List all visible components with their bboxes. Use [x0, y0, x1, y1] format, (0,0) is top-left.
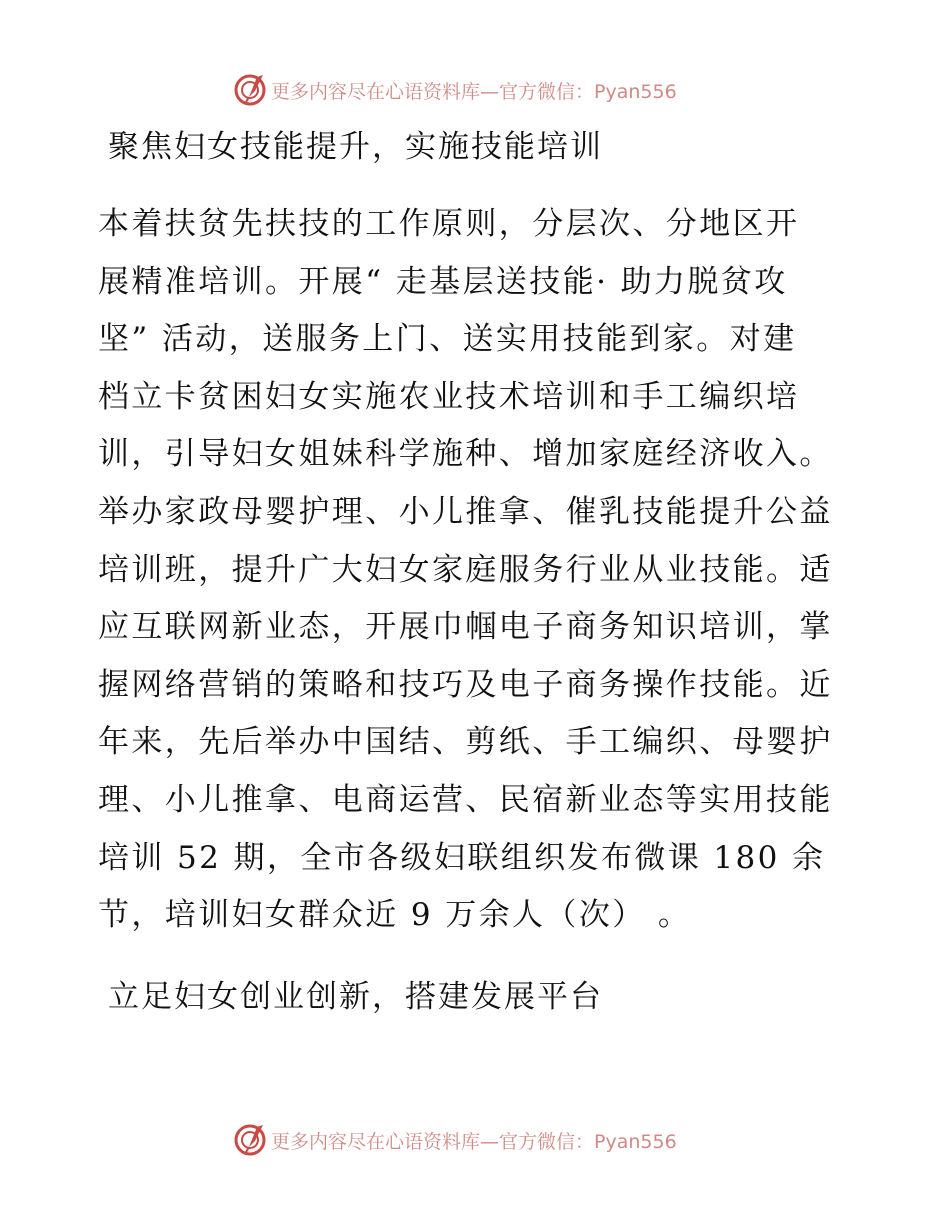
- section-heading-skills: 聚焦妇女技能提升，实施技能培训: [108, 129, 603, 165]
- body-line: 应互联网新业态，开展巾帼电子商务知识培训，掌: [98, 609, 833, 646]
- body-line: 培训班，提升广大妇女家庭服务行业从业技能。适: [98, 551, 833, 588]
- body-line: 档立卡贫困妇女实施农业技术培训和手工编织培: [98, 378, 800, 415]
- watermark-text: 更多内容尽在心语资料库—官方微信：Pyan556: [271, 80, 677, 103]
- body-line: 握网络营销的策略和技巧及电子商务操作技能。近: [98, 666, 833, 703]
- body-line: 本着扶贫先扶技的工作原则，分层次、分地区开: [98, 206, 800, 242]
- watermark-text: 更多内容尽在心语资料库—官方微信：Pyan556: [271, 1130, 677, 1153]
- body-line: 举办家政母婴护理、小儿推拿、催乳技能提升公益: [98, 493, 833, 530]
- section-body-skills: [98, 204, 858, 953]
- red-quill-seal-icon: [233, 1123, 267, 1157]
- section-heading-entrepreneurship: 立足妇女创业创新，搭建发展平台: [108, 979, 603, 1015]
- footer-watermark: [233, 1120, 677, 1160]
- red-quill-seal-icon: [233, 73, 267, 107]
- body-line: 展精准培训。开展“ 走基层送技能· 助力脱贫攻: [98, 263, 788, 300]
- body-line: 培训 52 期，全市各级妇联组织发布微课 180 余: [98, 839, 826, 876]
- body-line: 年来，先后举办中国结、剪纸、手工编织、母婴护: [98, 724, 833, 761]
- body-line: 节，培训妇女群众近 9 万余人（次） 。: [98, 897, 692, 934]
- body-line: 训，引导妇女姐妹科学施种、增加家庭经济收入。: [98, 436, 833, 473]
- body-line: 坚” 活动，送服务上门、送实用技能到家。对建: [98, 321, 797, 358]
- header-watermark: [233, 70, 677, 110]
- body-line: 理、小儿推拿、电商运营、民宿新业态等实用技能: [98, 781, 833, 818]
